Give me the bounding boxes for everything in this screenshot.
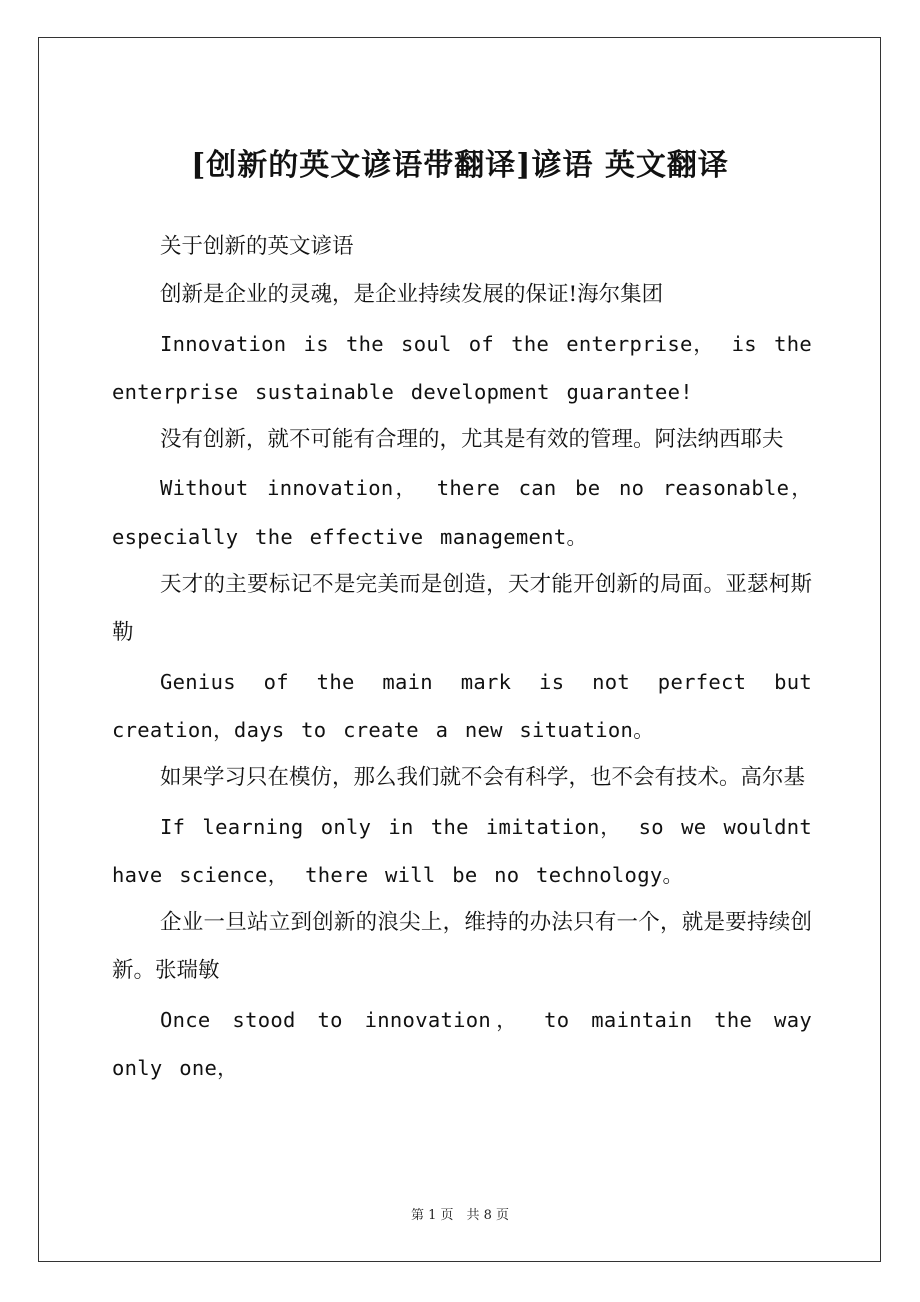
paragraph-quote-zh: 企业一旦站立到创新的浪尖上，维持的办法只有一个，就是要持续创新。张瑞敏 — [112, 910, 812, 984]
page-footer: 第 1 页 共 8 页 — [410, 1208, 510, 1223]
paragraph-quote-zh: 如果学习只在模仿，那么我们就不会有科学，也不会有技术。高尔基 — [160, 765, 806, 791]
paragraph-quote-en: Innovation is the soul of the enterprise， is the enterprise sustainable development guarantee! — [112, 331, 812, 404]
paragraph-quote-en: If learning only in the imitation， so we wouldnt have science， there will be no technology。 — [112, 814, 812, 887]
paragraph-quote-zh: 没有创新，就不可能有合理的，尤其是有效的管理。阿法纳西耶夫 — [160, 427, 784, 453]
document-title: [创新的英文谚语带翻译]谚语 英文翻译 — [191, 148, 729, 183]
paragraph-quote-en: Without innovation， there can be no reasonable，especially the effective management。 — [112, 476, 812, 549]
paragraph-quote-en: Once stood to innovation， to maintain the way only one， — [112, 1007, 812, 1081]
paragraph-quote-zh: 创新是企业的灵魂，是企业持续发展的保证!海尔集团 — [160, 282, 664, 308]
paragraph-quote-en: Genius of the main mark is not perfect but creation，days to create a new situation。 — [112, 669, 812, 742]
document-body — [112, 223, 812, 1092]
paragraph-intro: 关于创新的英文谚语 — [160, 234, 354, 259]
paragraph-quote-zh: 天才的主要标记不是完美而是创造，天才能开创新的局面。亚瑟柯斯勒 — [112, 572, 812, 646]
